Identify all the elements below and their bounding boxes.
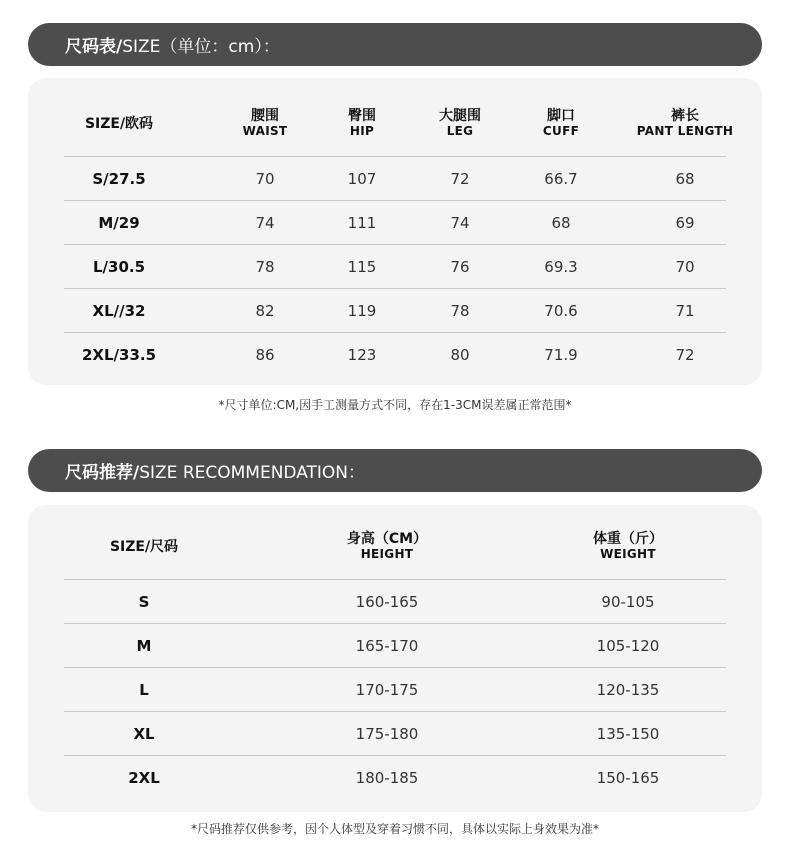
table-cell: 175-180 <box>355 724 419 743</box>
size-recommendation-title-bold: 尺码推荐/ <box>65 463 140 483</box>
table-row <box>64 201 726 245</box>
column-header-label: SIZE/欧码 <box>84 116 154 132</box>
table-row <box>64 157 726 201</box>
column-header-label: 臀围 <box>348 107 376 124</box>
table-header-row <box>64 90 734 157</box>
size-label-cell: L <box>139 680 149 699</box>
table-cell: 74 <box>450 213 470 232</box>
column-header-label: 脚口 <box>547 107 575 124</box>
size-label-cell: XL//32 <box>92 301 146 320</box>
table-cell: 120-135 <box>596 680 660 699</box>
table-cell: 66.7 <box>544 169 578 188</box>
table-cell: 78 <box>255 257 275 276</box>
table-cell: 74 <box>255 213 275 232</box>
table-cell: 70.6 <box>544 301 578 320</box>
table-cell: 68 <box>675 169 695 188</box>
column-header-sublabel: WEIGHT <box>600 546 656 561</box>
table-cell: 70 <box>255 169 275 188</box>
table-cell: 115 <box>347 257 377 276</box>
size-chart-title-bold: 尺码表/ <box>65 37 123 57</box>
size-label-cell: L/30.5 <box>92 257 146 276</box>
table-header-row <box>64 513 726 580</box>
column-header <box>439 90 481 156</box>
size-label-cell: M <box>136 636 152 655</box>
column-header <box>348 90 376 156</box>
column-header <box>593 513 663 579</box>
table-cell: 78 <box>450 301 470 320</box>
table-cell: 76 <box>450 257 470 276</box>
column-header <box>347 513 427 579</box>
table-cell: 90-105 <box>601 592 655 611</box>
table-cell: 72 <box>450 169 470 188</box>
column-header <box>637 90 733 156</box>
column-header-label: 大腿围 <box>439 107 481 124</box>
size-chart-banner <box>28 23 762 66</box>
table-cell: 107 <box>347 169 377 188</box>
column-header-label: 腰围 <box>251 107 279 124</box>
size-chart-panel <box>28 78 762 385</box>
table-cell: 69 <box>675 213 695 232</box>
column-header-sublabel: WAIST <box>242 123 288 138</box>
column-header-sublabel: HIP <box>349 123 375 138</box>
column-header-sublabel: HEIGHT <box>360 546 414 561</box>
column-header-label: 裤长 <box>670 107 699 124</box>
size-chart-note: *尺寸单位:CM,因手工测量方式不同，存在1-3CM误差属正常范围* <box>218 398 572 412</box>
table-row <box>64 756 726 799</box>
size-label-cell: 2XL/33.5 <box>81 345 157 364</box>
size-recommendation-title-light: SIZE RECOMMENDATION： <box>139 463 366 483</box>
table-cell: 71 <box>675 301 695 320</box>
size-recommendation-banner <box>28 449 762 492</box>
table-cell: 165-170 <box>355 636 419 655</box>
table-row <box>64 668 726 712</box>
size-chart-table <box>64 90 734 376</box>
table-cell: 135-150 <box>596 724 660 743</box>
column-header-label: 体重（斤） <box>593 530 663 547</box>
table-cell: 123 <box>347 345 377 364</box>
size-label-cell: M/29 <box>98 213 140 232</box>
column-header-sublabel: CUFF <box>542 123 580 138</box>
table-cell: 82 <box>255 301 275 320</box>
column-header <box>110 513 178 579</box>
table-row <box>64 289 726 333</box>
size-label-cell: 2XL <box>128 768 160 787</box>
table-cell: 170-175 <box>355 680 419 699</box>
size-recommendation-note: *尺码推荐仅供参考，因个人体型及穿着习惯不同，具体以实际上身效果为准* <box>190 822 599 836</box>
column-header <box>243 90 288 156</box>
table-cell: 68 <box>551 213 571 232</box>
table-cell: 72 <box>675 345 695 364</box>
size-recommendation-panel <box>28 505 762 812</box>
table-cell: 71.9 <box>544 345 578 364</box>
size-chart-title-light: SIZE（单位：cm）： <box>122 37 280 57</box>
column-header <box>85 90 153 156</box>
column-header-label: 身高（CM） <box>346 530 428 547</box>
column-header-sublabel: LEG <box>446 123 474 138</box>
table-row <box>64 245 726 289</box>
table-cell: 160-165 <box>355 592 419 611</box>
size-label-cell: S <box>138 592 150 611</box>
table-row <box>64 580 726 624</box>
table-row <box>64 712 726 756</box>
table-row <box>64 333 726 376</box>
table-cell: 119 <box>347 301 377 320</box>
table-cell: 111 <box>347 213 377 232</box>
table-cell: 80 <box>450 345 470 364</box>
column-header <box>543 90 579 156</box>
table-cell: 150-165 <box>596 768 660 787</box>
table-cell: 69.3 <box>544 257 578 276</box>
size-recommendation-table <box>64 513 726 799</box>
column-header-label: SIZE/尺码 <box>109 539 179 555</box>
size-label-cell: S/27.5 <box>92 169 146 188</box>
table-cell: 105-120 <box>596 636 660 655</box>
size-label-cell: XL <box>133 724 155 743</box>
table-cell: 86 <box>255 345 275 364</box>
table-row <box>64 624 726 668</box>
table-cell: 180-185 <box>355 768 419 787</box>
column-header-sublabel: PANT LENGTH <box>636 123 734 138</box>
table-cell: 70 <box>675 257 695 276</box>
